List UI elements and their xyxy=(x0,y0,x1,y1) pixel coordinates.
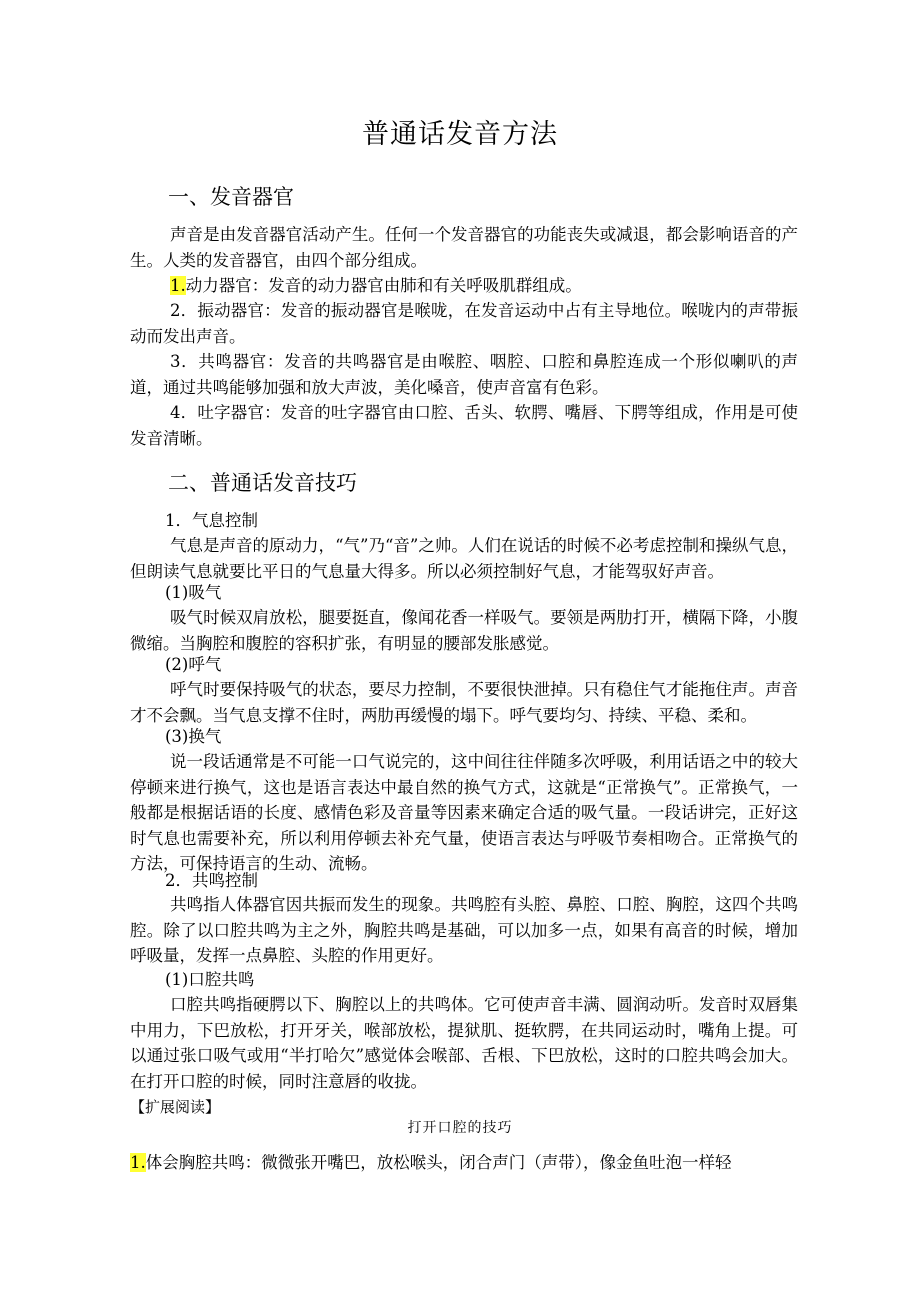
extended-reading-subtitle: 打开口腔的技巧 xyxy=(407,1120,513,1136)
extended-list-item-text: 体会胸腔共鸣：微微张开嘴巴，放松喉头，闭合声门（声带），像金鱼吐泡一样轻 xyxy=(145,1153,732,1172)
highlighted-number: 1. xyxy=(170,276,186,295)
subheading-resonance-control: 2．共鸣控制 xyxy=(165,871,258,890)
subheading-inhale: (1)吸气 xyxy=(165,583,222,602)
paragraph-oral-resonance xyxy=(130,992,798,1094)
extended-list-item xyxy=(130,1150,798,1176)
paragraph-inhale xyxy=(130,605,798,656)
paragraph-inhale-text: 吸气时候双肩放松，腿要挺直，像闻花香一样吸气。要领是两肋打开，横隔下降，小腹微缩。当胸腔和腹腔的容积扩张，有明显的腰部发胀感觉。 xyxy=(130,608,798,653)
subheading-exhale: (2)呼气 xyxy=(165,655,222,674)
section-heading-organs: 一、发音器官 xyxy=(168,185,294,209)
list-item-text: 2．振动器官：发音的振动器官是喉咙，在发音运动中占有主导地位。喉咙内的声带振动而发出声音。 xyxy=(130,301,798,346)
paragraph-change-breath-text: 说一段话通常是不可能一口气说完的，这中间往往伴随多次呼吸，利用话语之中的较大停顿来进行换气，这也是语言表达中最自然的换气方式，这就是“正常换气”。正常换气，一般都是根据话语的长度、感情色彩及音量等因素来确定合适的吸气量。一段话讲完，正好这时气息也需要补充，所以利用停顿去补充气量，使语言表达与呼吸节奏相吻合。正常换气的方法，可保持语言的生动、流畅。 xyxy=(130,752,798,873)
paragraph-exhale-text: 呼气时要保持吸气的状态，要尽力控制，不要很快泄掉。只有稳住气才能拖住声。声音才不会飘。当气息支撑不住时，两肋再缓慢的塌下。呼气要均匀、持续、平稳、柔和。 xyxy=(130,680,798,725)
paragraph-intro-text: 声音是由发音器官活动产生。任何一个发音器官的功能丧失或减退，都会影响语音的产生。人类的发音器官，由四个部分组成。 xyxy=(130,225,798,270)
subheading-change-breath: (3)换气 xyxy=(165,727,222,746)
list-item-vibration-organ xyxy=(130,298,798,349)
list-item-power-organ xyxy=(130,273,798,299)
paragraph-breath xyxy=(130,533,798,584)
page-title: 普通话发音方法 xyxy=(362,119,558,150)
list-item-text: 3．共鸣器官：发音的共鸣器官是由喉腔、咽腔、口腔和鼻腔连成一个形似喇叭的声道，通过共鸣能够加强和放大声波，美化嗓音，使声音富有色彩。 xyxy=(130,352,798,397)
paragraph-change-breath xyxy=(130,749,798,877)
paragraph-breath-text: 气息是声音的原动力，“气”乃“音”之帅。人们在说话的时候不必考虑控制和操纵气息，但朗读气息就要比平日的气息量大得多。所以必须控制好气息，才能驾驭好声音。 xyxy=(130,536,798,581)
section-heading-techniques: 二、普通话发音技巧 xyxy=(168,471,357,495)
list-item-text: 动力器官：发音的动力器官由肺和有关呼吸肌群组成。 xyxy=(185,276,582,295)
paragraph-oral-resonance-text: 口腔共鸣指硬腭以下、胸腔以上的共鸣体。它可使声音丰满、圆润动听。发音时双唇集中用力，下巴放松，打开牙关，喉部放松，提狱肌、挺软腭，在共同运动时，嘴角上提。可以通过张口吸气或用“半打哈欠”感觉体会喉部、舌根、下巴放松，这时的口腔共鸣会加大。在打开口腔的时候，同时注意唇的收拢。 xyxy=(130,995,798,1091)
paragraph-resonance-text: 共鸣指人体器官因共振而发生的现象。共鸣腔有头腔、鼻腔、口腔、胸腔，这四个共鸣腔。除了以口腔共鸣为主之外，胸腔共鸣是基础，可以加多一点，如果有高音的时候，增加呼吸量，发挥一点鼻腔、头腔的作用更好。 xyxy=(130,895,798,965)
extended-reading-tag: 【扩展阅读】 xyxy=(130,1098,221,1116)
paragraph-intro xyxy=(130,222,798,273)
list-item-text: 4．吐字器官：发音的吐字器官由口腔、舌头、软腭、嘴唇、下腭等组成，作用是可使发音清晰。 xyxy=(130,403,798,448)
paragraph-exhale xyxy=(130,677,798,728)
highlighted-number: 1. xyxy=(130,1153,146,1172)
paragraph-resonance xyxy=(130,892,798,969)
list-item-articulation-organ xyxy=(130,400,798,451)
subheading-oral-resonance: (1)口腔共鸣 xyxy=(165,970,255,989)
subheading-breath-control: 1．气息控制 xyxy=(165,511,258,530)
list-item-resonance-organ xyxy=(130,349,798,400)
